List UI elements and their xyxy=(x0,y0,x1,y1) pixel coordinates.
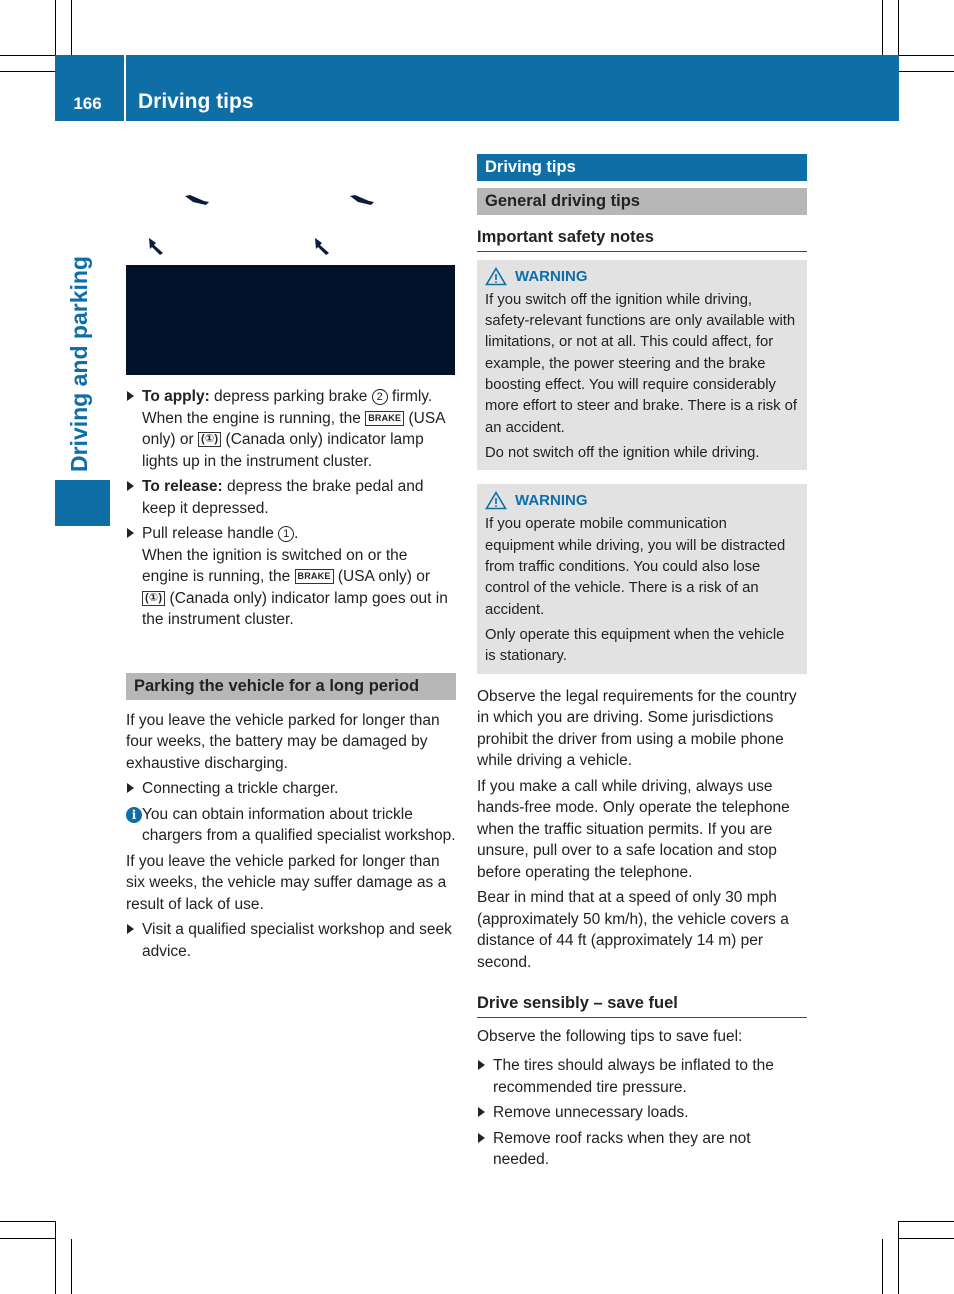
warning-title xyxy=(485,490,799,511)
apply-label: To apply: xyxy=(142,388,210,405)
brake-lamp-icon: BRAKE xyxy=(295,569,334,584)
bullet-arrow-icon xyxy=(478,1107,485,1117)
header-divider xyxy=(124,55,126,121)
warning-box xyxy=(477,260,807,471)
crop-mark xyxy=(882,1239,883,1294)
trickle-charger-step xyxy=(126,778,456,800)
apply-result-text: When the engine is running, the xyxy=(142,409,366,427)
bullet-arrow-icon xyxy=(478,1133,485,1143)
apply-result-text: (USA only) or xyxy=(142,409,445,448)
fuel-tip xyxy=(477,1102,807,1124)
workshop-step xyxy=(126,919,456,962)
warning-triangle-icon xyxy=(485,491,507,510)
crop-mark xyxy=(55,0,56,55)
bullet-arrow-icon xyxy=(127,783,134,793)
warning-triangle-icon xyxy=(485,267,507,286)
long-period-heading: Parking the vehicle for a long period xyxy=(126,673,456,700)
safety-notes-heading: Important safety notes xyxy=(477,227,807,252)
fuel-tip-text: The tires should always be inflated to the recommended tire pressure. xyxy=(493,1057,774,1096)
apply-text: depress parking brake xyxy=(209,388,372,405)
bullet-arrow-icon xyxy=(127,924,134,934)
info-note-text: You can obtain information about trickle chargers from a qualified specialist workshop. xyxy=(142,805,456,844)
crop-mark xyxy=(55,1221,56,1294)
crop-mark xyxy=(898,0,899,55)
fuel-tip-text: Remove roof racks when they are not needed. xyxy=(493,1129,751,1169)
crop-mark xyxy=(899,71,954,72)
bullet-arrow-icon xyxy=(478,1060,485,1070)
warning-instruction: Do not switch off the ignition while driving. xyxy=(485,444,760,461)
side-tab-marker xyxy=(55,480,110,526)
long-period-paragraph: If you leave the vehicle parked for longer than four weeks, the battery may be damaged by exhaustive discharging. xyxy=(126,711,440,772)
release-text: depress the brake pedal and keep it depressed. xyxy=(142,478,424,517)
warning-label: WARNING xyxy=(515,267,588,285)
bullet-arrow-icon xyxy=(127,391,134,401)
crop-mark xyxy=(0,55,55,56)
crop-mark xyxy=(0,71,55,72)
fuel-tip xyxy=(477,1128,807,1171)
crop-mark xyxy=(882,0,883,55)
save-fuel-heading: Drive sensibly – save fuel xyxy=(477,993,807,1018)
warning-box xyxy=(477,484,807,673)
info-note xyxy=(126,804,456,847)
page-number: 166 xyxy=(73,94,102,113)
warning-instruction: Only operate this equipment when the vehicle is stationary. xyxy=(485,626,785,665)
canada-brake-lamp-icon: (①) xyxy=(142,591,165,606)
fuel-tip-text: Remove unnecessary loads. xyxy=(493,1104,689,1122)
side-tab-label: Driving and parking xyxy=(66,256,92,472)
callout-number-icon: 2 xyxy=(372,389,388,405)
figure-arrow-icon xyxy=(312,236,332,256)
warning-body: If you operate mobile communication equipment while driving, you will be distracted from traffic conditions. You could also lose control of the vehicle. There is a risk of an accident. xyxy=(485,516,786,618)
workshop-text: Visit a qualified specialist workshop and seek advice. xyxy=(142,921,452,960)
pull-result-text: When the ignition is switched on or the engine is running, the xyxy=(142,546,408,585)
crop-mark xyxy=(0,1221,55,1222)
trickle-charger-text: Connecting a trickle charger. xyxy=(142,780,339,797)
left-column xyxy=(126,386,456,966)
apply-step xyxy=(126,386,456,472)
warning-body: If you switch off the ignition while driving, safety-relevant functions are only available with limitations, or not at all. This could affect, for example, the power steering and the brake boosting effect. You will require considerably more effort to steer and brake. There is a risk of an accident. xyxy=(485,291,797,436)
legal-paragraph: Observe the legal requirements for the country in which you are driving. Some jurisdictions prohibit the driver from using a mobile phone while driving a vehicle. xyxy=(477,687,797,770)
pull-result-text: (Canada only) indicator lamp goes out in the instrument cluster. xyxy=(142,589,448,628)
side-tab xyxy=(66,256,106,476)
crop-mark xyxy=(899,1238,954,1239)
driving-tips-heading: Driving tips xyxy=(477,154,807,181)
figure-arrow-icon xyxy=(349,194,375,208)
crop-mark xyxy=(899,55,954,56)
crop-mark xyxy=(899,1221,954,1222)
bullet-arrow-icon xyxy=(127,481,134,491)
apply-text-end: firmly. xyxy=(387,388,433,405)
crop-mark xyxy=(71,0,72,55)
long-period-paragraph: If you leave the vehicle parked for longer than six weeks, the vehicle may suffer damage as a result of lack of use. xyxy=(126,852,447,913)
info-icon: i xyxy=(126,807,142,823)
save-fuel-intro: Observe the following tips to save fuel: xyxy=(477,1027,743,1045)
release-step xyxy=(126,476,456,519)
figure-arrow-icon xyxy=(146,236,166,256)
general-driving-tips-heading: General driving tips xyxy=(477,188,807,215)
illustration-image xyxy=(126,265,455,375)
crop-mark xyxy=(0,1238,55,1239)
pull-result-text: (USA only) or xyxy=(333,568,431,585)
canada-brake-lamp-icon: (①) xyxy=(198,432,221,447)
crop-mark xyxy=(898,1221,899,1294)
brake-lamp-icon: BRAKE xyxy=(365,411,404,426)
warning-label: WARNING xyxy=(515,492,588,510)
figure-arrow-icon xyxy=(184,194,210,208)
section-title: Driving tips xyxy=(138,90,254,113)
apply-result-text: (Canada only) indicator lamp lights up in the instrument cluster. xyxy=(142,431,424,470)
pull-text-end: . xyxy=(294,525,299,542)
bullet-arrow-icon xyxy=(127,528,134,538)
pull-text: Pull release handle xyxy=(142,525,279,542)
speed-distance-paragraph: Bear in mind that at a speed of only 30 mph (approximately 50 km/h), the vehicle covers a distance of 44 ft (approximately 14 m) per second. xyxy=(477,889,789,971)
warning-title xyxy=(485,266,799,287)
hands-free-paragraph: If you make a call while driving, always use hands-free mode. Only operate the telephone when the traffic situation permits. If you are unsure, pull over to a safe location and stop before operating the telephone. xyxy=(477,777,790,881)
callout-number-icon: 1 xyxy=(278,526,294,542)
fuel-tip xyxy=(477,1055,807,1098)
right-column xyxy=(477,154,807,1175)
crop-mark xyxy=(71,1239,72,1294)
release-label: To release: xyxy=(142,478,223,495)
pull-handle-step xyxy=(126,523,456,631)
